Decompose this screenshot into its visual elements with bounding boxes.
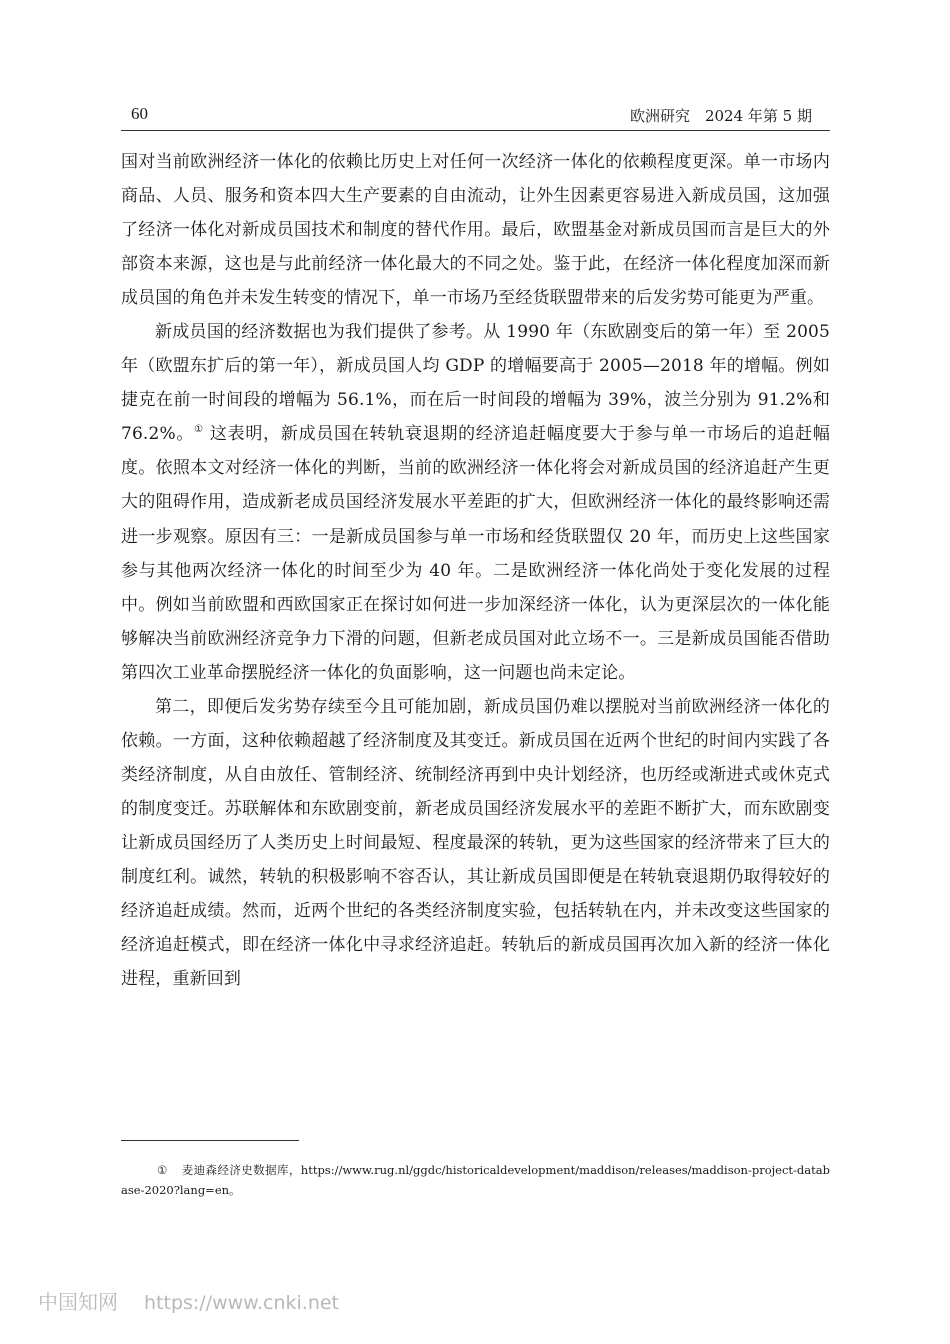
- cnki-watermark: [38, 1286, 339, 1315]
- footnote-reference[interactable]: ①: [194, 424, 204, 436]
- running-header: [121, 104, 830, 131]
- page-number: 60: [131, 104, 148, 123]
- footnote: [121, 1160, 830, 1200]
- watermark-brand: 中国知网: [38, 1290, 118, 1314]
- article-body: [121, 145, 830, 996]
- paragraph-2-part-2: 这表明，新成员国在转轨衰退期的经济追赶幅度要大于参与单一市场后的追赶幅度。依照本文对经济一体化的判断，当前的欧洲经济一体化将会对新成员国的经济追赶产生更大的阻碍作用，造成新老成员国经济发展水平差距的扩大，但欧洲经济一体化的最终影响还需进一步观察。原因有三：一是新成员国参与单一市场和经货联盟仅 20 年，而历史上这些国家参与其他两次经济一体化的时间至少为 40 年。二是欧洲经济一体化尚处于变化发展的过程中。例如当前欧盟和西欧国家正在探讨如何进一步加深经济一体化，认为更深层次的一体化能够解决当前欧洲经济竞争力下滑的问题，但新老成员国对此立场不一。三是新成员国能否借助第四次工业革命摆脱经济一体化的负面影响，这一问题也尚未定论。: [121, 424, 830, 683]
- journal-issue: 欧洲研究 2024 年第 5 期: [629, 107, 812, 125]
- footnote-mark: ①: [157, 1163, 168, 1177]
- footnote-text: 麦迪森经济史数据库，https://www.rug.nl/ggdc/historicaldevelopment/maddison/releases/maddison-project-database-2020?lang=en。: [121, 1163, 830, 1197]
- paragraph-1: 国对当前欧洲经济一体化的依赖比历史上对任何一次经济一体化的依赖程度更深。单一市场内商品、人员、服务和资本四大生产要素的自由流动，让外生因素更容易进入新成员国，这加强了经济一体化对新成员国技术和制度的替代作用。最后，欧盟基金对新成员国而言是巨大的外部资本来源，这也是与此前经济一体化最大的不同之处。鉴于此，在经济一体化程度加深而新成员国的角色并未发生转变的情况下，单一市场乃至经货联盟带来的后发劣势可能更为严重。: [121, 152, 830, 309]
- paragraph-2: [121, 315, 830, 690]
- paragraph-2-part-1: 新成员国的经济数据也为我们提供了参考。从 1990 年（东欧剧变后的第一年）至 2005 年（欧盟东扩后的第一年），新成员国人均 GDP 的增幅要高于 2005—2018 年的增幅。例如捷克在前一时间段的增幅为 56.1%，而在后一时间段的增幅为 39%，波兰分别为 91.2%和 76.2%。: [121, 322, 830, 445]
- paragraph-3: 第二，即便后发劣势存续至今且可能加剧，新成员国仍难以摆脱对当前欧洲经济一体化的依赖。一方面，这种依赖超越了经济制度及其变迁。新成员国在近两个世纪的时间内实践了各类经济制度，从自由放任、管制经济、统制经济再到中央计划经济，也历经或渐进式或休克式的制度变迁。苏联解体和东欧剧变前，新老成员国经济发展水平的差距不断扩大，而东欧剧变让新成员国经历了人类历史上时间最短、程度最深的转轨，更为这些国家的经济带来了巨大的制度红利。诚然，转轨的积极影响不容否认，其让新成员国即便是在转轨衰退期仍取得较好的经济追赶成绩。然而，近两个世纪的各类经济制度实验，包括转轨在内，并未改变这些国家的经济追赶模式，即在经济一体化中寻求经济追赶。转轨后的新成员国再次加入新的经济一体化进程，重新回到: [121, 696, 830, 990]
- watermark-url[interactable]: https://www.cnki.net: [144, 1292, 340, 1314]
- footnote-divider: [121, 1140, 299, 1141]
